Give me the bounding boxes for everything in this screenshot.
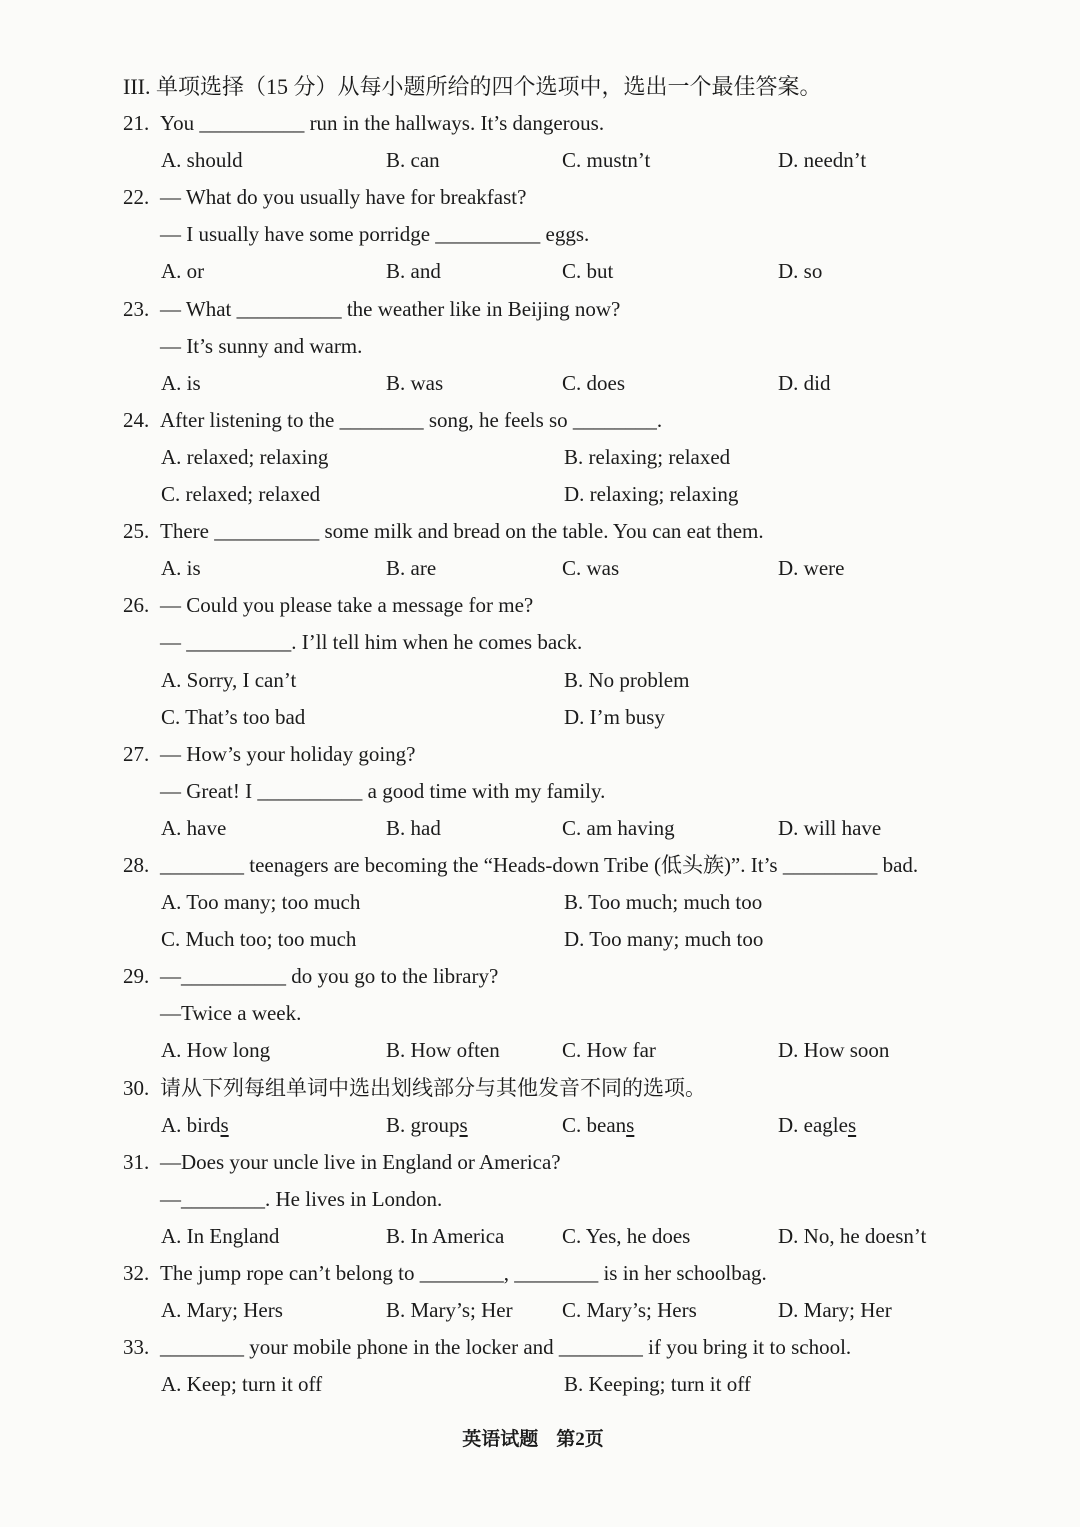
option-text: B. group [386,1112,460,1137]
underlined-letters: s [847,1112,857,1137]
question-30 [123,1070,1023,1144]
question-stem: — What __________ the weather like in Beijing now? [160,296,621,321]
option-a: A. Too many; too much [161,890,361,915]
question-stem: ________ teenagers are becoming the “Heads-down Tribe (低头族)”. It’s _________ bad. [160,852,919,877]
page-footer [0,1425,1066,1455]
option-c: C. mustn’t [562,148,651,173]
footer-page-number: 第2页 [556,1429,604,1450]
option-b: B. How often [386,1038,500,1063]
underlined-letters: s [626,1112,635,1137]
question-stem: — How’s your holiday going? [160,741,416,766]
options-row [123,550,1023,587]
question-reply: —________. He lives in London. [160,1186,443,1211]
question-reply: —Twice a week. [160,1001,302,1026]
option-d: D. needn’t [778,148,867,173]
options-row [123,662,1023,699]
question-number: 23. [123,296,150,321]
options-row [123,1292,1023,1329]
option-text: A. bird [161,1112,221,1137]
option-a: A. have [161,815,227,840]
question-stem: You __________ run in the hallways. It’s dangerous. [160,111,605,136]
option-c [562,1107,778,1144]
option-text: C. bean [562,1112,627,1137]
option-d: D. were [778,556,845,581]
option-b: B. Mary’s; Her [386,1298,513,1323]
option-a: A. Mary; Hers [161,1298,283,1323]
option-c: C. That’s too bad [161,704,306,729]
options-row [123,884,1023,921]
question-stem: — What do you usually have for breakfast? [160,185,527,210]
option-a: A. should [161,148,243,173]
options-row [123,921,1023,958]
question-number: 22. [123,185,150,210]
option-text: D. eagle [778,1112,848,1137]
option-d: D. Mary; Her [778,1298,892,1323]
question-24 [123,402,1023,513]
question-number: 25. [123,519,150,544]
option-a [161,1107,386,1144]
question-29 [123,958,1023,1069]
section-title: III. 单项选择（15 分）从每小题所给的四个选项中，选出一个最佳答案。 [123,74,822,99]
question-number: 21. [123,111,150,136]
question-reply: — Great! I __________ a good time with my family. [160,778,606,803]
option-b: B. Keeping; turn it off [564,1372,751,1397]
options-row [123,699,1023,736]
option-a: A. In England [161,1223,280,1248]
question-23 [123,291,1023,402]
option-d: D. No, he doesn’t [778,1223,927,1248]
option-d: D. Too many; much too [564,927,764,952]
question-reply: — __________. I’ll tell him when he comes back. [160,630,583,655]
question-number: 28. [123,852,150,877]
option-a: A. is [161,370,201,395]
option-b: B. Too much; much too [564,890,763,915]
option-d: D. did [778,370,831,395]
option-b: B. had [386,815,441,840]
question-22 [123,179,1023,290]
question-32 [123,1255,1023,1329]
question-number: 33. [123,1335,150,1360]
question-33 [123,1329,1023,1403]
options-row [123,1032,1023,1069]
question-number: 30. [123,1075,150,1100]
option-d: D. relaxing; relaxing [564,482,739,507]
option-a: A. relaxed; relaxing [161,444,329,469]
options-row [123,1107,1023,1144]
question-stem: —__________ do you go to the library? [160,964,499,989]
options-row [123,253,1023,290]
question-number: 27. [123,741,150,766]
options-row [123,365,1023,402]
question-25 [123,513,1023,587]
option-c: C. was [562,556,620,581]
option-b: B. are [386,556,437,581]
option-d: D. so [778,259,823,284]
option-a: A. How long [161,1038,271,1063]
question-28 [123,847,1023,958]
options-row [123,142,1023,179]
option-b: B. can [386,148,440,173]
question-27 [123,736,1023,847]
options-row [123,439,1023,476]
options-row [123,476,1023,513]
question-stem: —Does your uncle live in England or America? [160,1149,561,1174]
underlined-letters: s [459,1112,468,1137]
options-row [123,810,1023,847]
options-row [123,1366,1023,1403]
question-number: 31. [123,1149,150,1174]
question-section [123,68,1023,1403]
option-d: D. will have [778,815,882,840]
footer-subject: 英语试题 [462,1429,539,1450]
option-b: B. No problem [564,667,690,692]
question-reply: — It’s sunny and warm. [160,333,363,358]
option-c: C. Mary’s; Hers [562,1298,697,1323]
question-26 [123,587,1023,735]
underlined-letters: s [220,1112,229,1137]
option-d: D. How soon [778,1038,890,1063]
option-a: A. Keep; turn it off [161,1372,323,1397]
option-d [778,1107,978,1144]
question-stem: ________ your mobile phone in the locker and ________ if you bring it to school. [160,1335,852,1360]
option-b: B. was [386,370,444,395]
option-c: C. but [562,259,614,284]
option-a: A. is [161,556,201,581]
question-number: 32. [123,1261,150,1285]
option-c: C. How far [562,1038,656,1063]
option-a: A. Sorry, I can’t [161,667,297,692]
question-number: 26. [123,593,150,618]
question-stem: — Could you please take a message for me? [160,593,534,618]
question-21 [123,105,1023,179]
option-b: B. In America [386,1223,505,1248]
question-stem: The jump rope can’t belong to ________, ________ is in her schoolbag. [160,1261,767,1285]
option-d: D. I’m busy [564,704,665,729]
question-stem: 请从下列每组单词中选出划线部分与其他发音不同的选项。 [160,1075,706,1100]
option-c: C. am having [562,815,675,840]
option-b: B. and [386,259,441,284]
question-number: 24. [123,407,150,432]
option-c: C. Much too; too much [161,927,357,952]
option-c: C. relaxed; relaxed [161,482,321,507]
option-c: C. Yes, he does [562,1223,691,1248]
question-number: 29. [123,964,150,989]
question-reply: — I usually have some porridge __________ eggs. [160,222,590,247]
question-stem: There __________ some milk and bread on the table. You can eat them. [160,519,764,544]
option-a: A. or [161,259,205,284]
question-31 [123,1144,1023,1255]
option-b [386,1107,562,1144]
option-c: C. does [562,370,625,395]
question-stem: After listening to the ________ song, he feels so ________. [160,407,663,432]
options-row [123,1218,1023,1255]
option-b: B. relaxing; relaxed [564,444,731,469]
